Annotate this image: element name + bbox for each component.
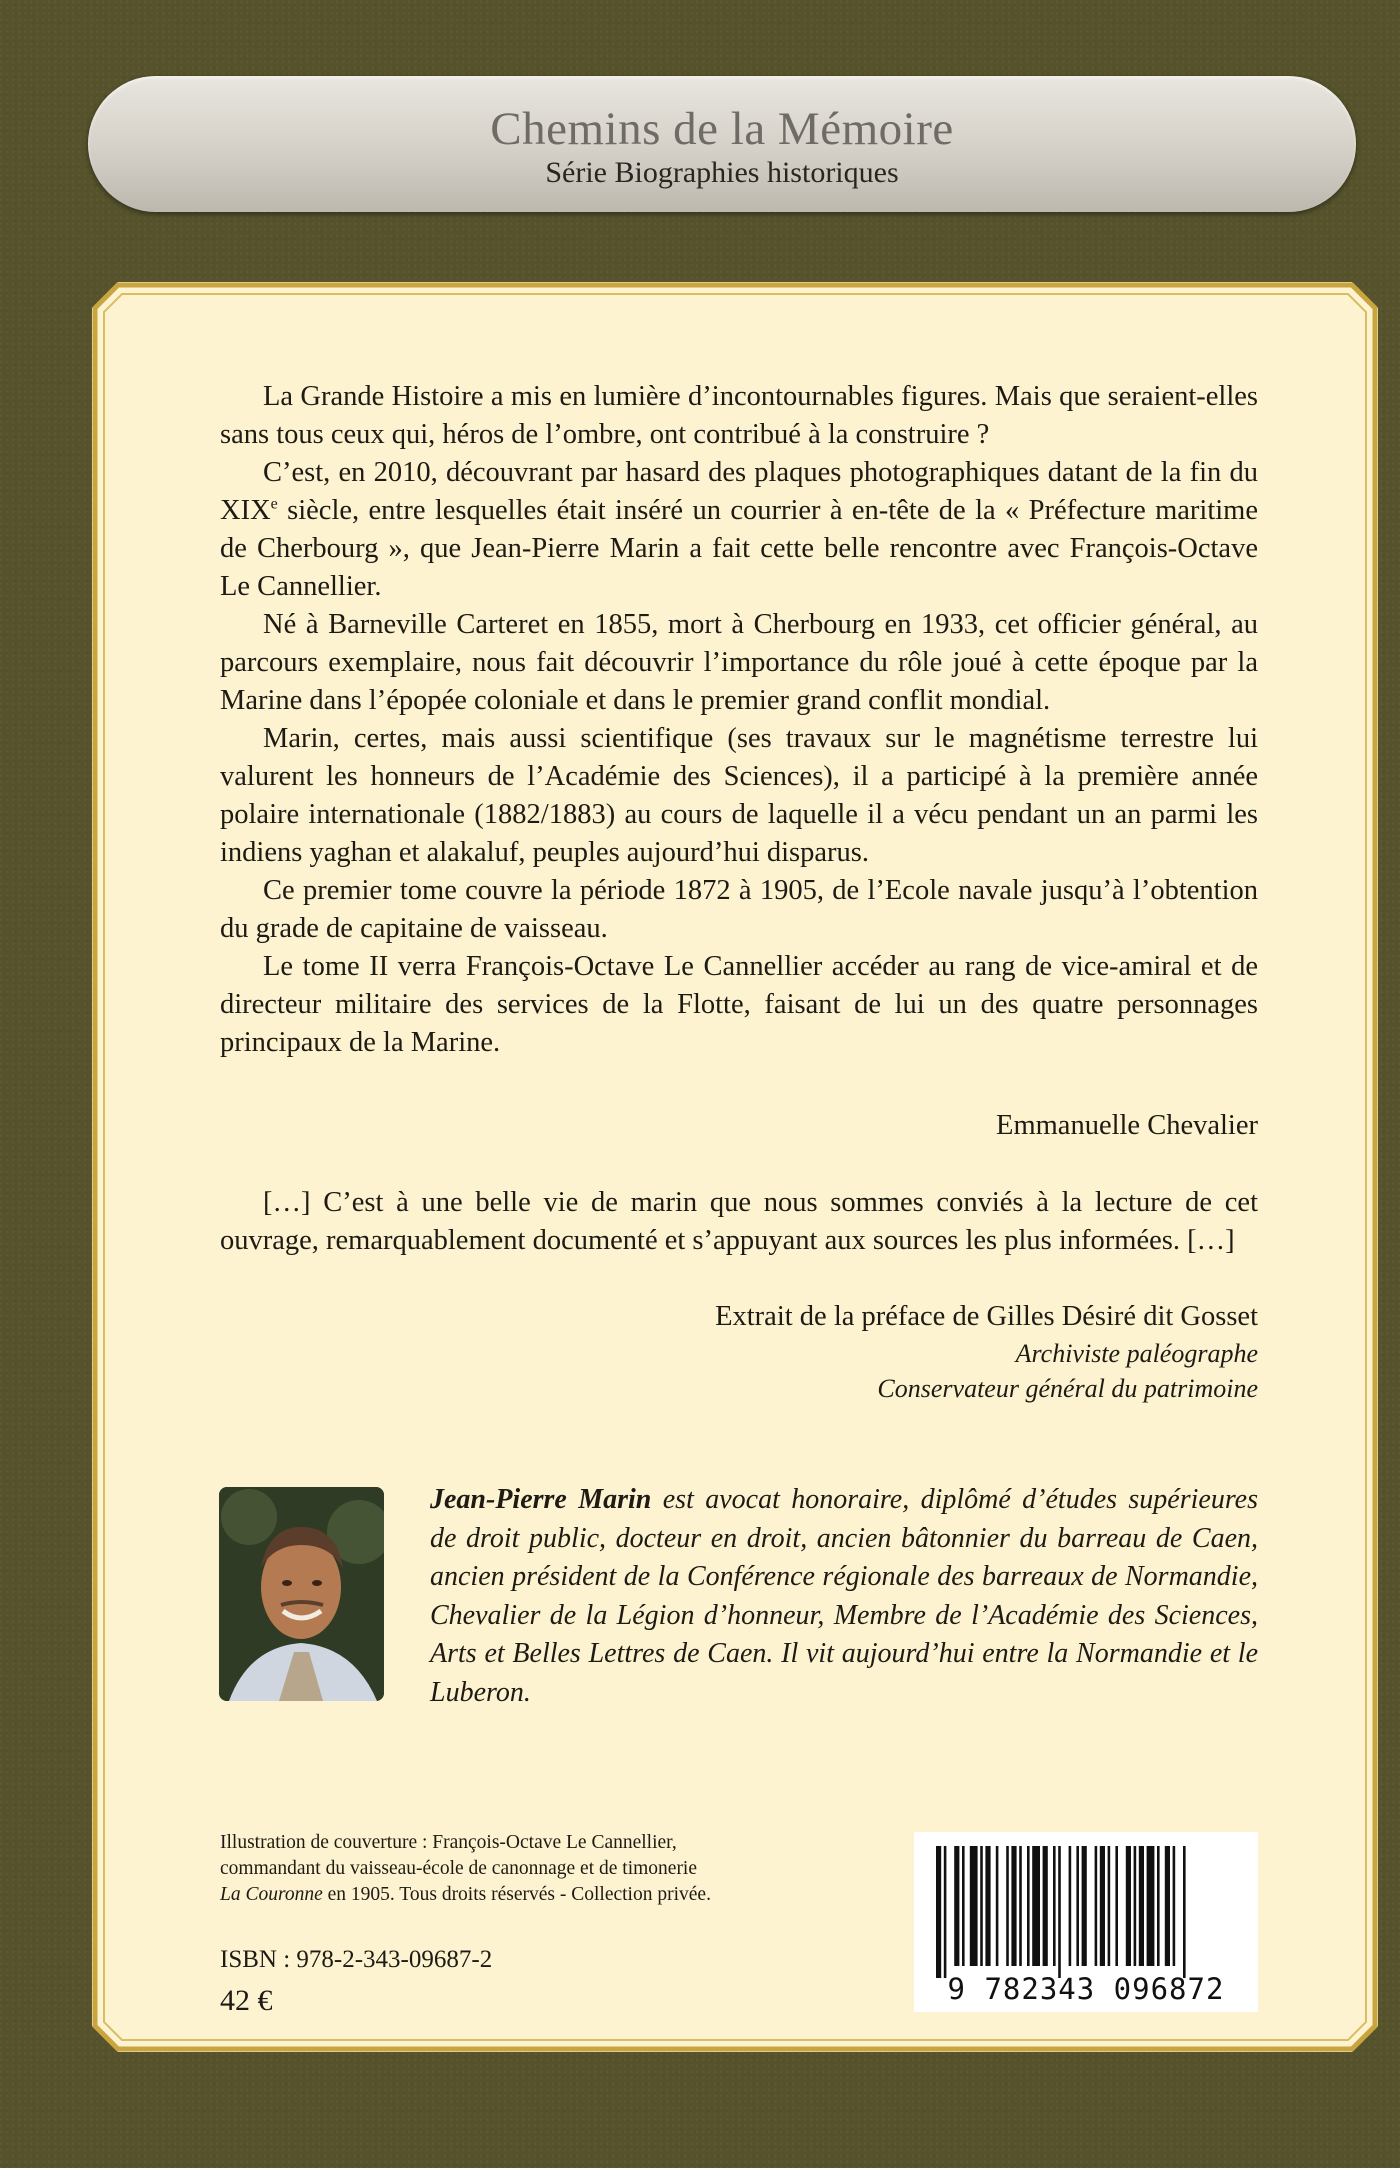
- series-banner: [88, 76, 1356, 212]
- barcode-bar: [954, 1846, 959, 1966]
- summary-paragraph: Né à Barneville Carteret en 1855, mort à Cherbourg en 1933, cet officier général, au parcours exemplaire, nous fait découvrir l’importance du rôle joué à cette époque par la Marine dans l’épopée coloniale et dans le premier grand conflit mondial.: [220, 609, 1258, 716]
- preface-quote: […] C’est à une belle vie de marin que nous sommes conviés à la lecture de cet ouvrage, remarquablement documenté et s’appuyant aux sources les plus informées. […]: [220, 1187, 1258, 1256]
- barcode-bar: [1069, 1846, 1072, 1966]
- preface-attribution: Extrait de la préface de Gilles Désiré dit Gosset: [715, 1301, 1258, 1332]
- barcode-bar: [1011, 1846, 1016, 1966]
- barcode-bar: [1139, 1846, 1144, 1966]
- barcode-bar: [1032, 1846, 1040, 1966]
- barcode-bar: [996, 1846, 999, 1966]
- author-bio-text: est avocat honoraire, diplômé d’études supérieures de droit public, docteur en droit, ancien bâtonnier du barreau de Caen, ancien président de la Conférence régionale des barreaux de Normandie, Chevalier de la Légion d’honneur, Membre de l’Académie des Sciences, Arts et Belles Lettres de Caen. Il vit aujourd’hui entre la Normandie et le Luberon.: [430, 1484, 1258, 1708]
- barcode-bar: [1157, 1846, 1160, 1966]
- barcode-bar: [985, 1846, 990, 1966]
- summary-signature: Emmanuelle Chevalier: [996, 1110, 1258, 1141]
- author-bio: [430, 1481, 1258, 1712]
- summary-paragraph: Le tome II verra François-Octave Le Cannellier accéder au rang de vice-amiral et de directeur militaire des services de la Flotte, faisant de lui un des quatre personnages principaux de la Marine.: [220, 951, 1258, 1058]
- barcode-bar: [1053, 1846, 1056, 1966]
- price: 42 €: [220, 1984, 273, 2017]
- preface-author-title-1: Archiviste paléographe: [1015, 1339, 1258, 1368]
- barcode-bar: [1134, 1846, 1137, 1966]
- barcode-bar: [1076, 1846, 1079, 1966]
- barcode-bar: [1019, 1846, 1022, 1966]
- series-title: Chemins de la Mémoire: [490, 103, 954, 155]
- cover-illustration-credit: Illustration de couverture : François-Octave Le Cannellier, commandant du vaisseau-école de canonnage et de timonerie La Couronne en 1905. Tous droits réservés - Collection privée.: [220, 1832, 711, 1905]
- preface-excerpt: [220, 1184, 1258, 1260]
- barcode-bar: [1100, 1846, 1105, 1966]
- barcode-bar: [1126, 1846, 1131, 1966]
- barcode-bar: [1027, 1846, 1030, 1966]
- summary-paragraph: La Grande Histoire a mis en lumière d’incontournables figures. Mais que seraient-elles sans tous ceux qui, héros de l’ombre, ont contribué à la construire ?: [220, 381, 1258, 450]
- barcode-bar: [1147, 1846, 1155, 1966]
- barcode-bar: [936, 1846, 941, 1978]
- barcode-bar: [1115, 1846, 1118, 1966]
- barcode-digits: 9 782343 096872: [947, 1972, 1225, 2006]
- summary-paragraph: C’est, en 2010, découvrant par hasard des plaques photographiques datant de la fin du XIXe siècle, entre lesquelles était inséré un courrier à en-tête de la « Préfecture maritime de Cherbourg », que Jean-Pierre Marin a fait cette belle rencontre avec François-Octave Le Cannellier.: [220, 457, 1258, 602]
- summary-text: [220, 378, 1258, 1062]
- barcode-bar: [962, 1846, 965, 1966]
- summary-paragraph: Marin, certes, mais aussi scientifique (ses travaux sur le magnétisme terrestre lui valurent les honneurs de l’Académie des Sciences), il a participé à la première année polaire internationale (1882/1883) au cours de laquelle il a vécu pendant un an parmi les indiens yaghan et alakaluf, peuples aujourd’hui disparus.: [220, 723, 1258, 868]
- author-name: Jean-Pierre Marin: [430, 1484, 652, 1515]
- series-subtitle: Série Biographies historiques: [545, 156, 899, 189]
- barcode-bar: [1173, 1846, 1176, 1966]
- barcode-bar: [1165, 1846, 1170, 1966]
- barcode-bar: [1058, 1846, 1061, 1978]
- barcode-bar: [944, 1846, 947, 1978]
- barcode-bar: [1043, 1846, 1048, 1966]
- barcode-bar: [970, 1846, 978, 1966]
- barcode-bar: [1108, 1846, 1111, 1966]
- barcode: [914, 1832, 1258, 2012]
- barcode-bar: [1095, 1846, 1098, 1966]
- author-photo: [219, 1487, 384, 1701]
- barcode-bar: [1006, 1846, 1009, 1966]
- barcode-bar: [1183, 1846, 1186, 1978]
- barcode-bar: [1082, 1846, 1087, 1966]
- summary-paragraph: Ce premier tome couvre la période 1872 à 1905, de l’Ecole navale jusqu’à l’obtention du grade de capitaine de vaisseau.: [220, 875, 1258, 944]
- isbn: ISBN : 978-2-343-09687-2: [220, 1946, 493, 1973]
- barcode-bar: [980, 1846, 983, 1966]
- preface-author-title-2: Conservateur général du patrimoine: [877, 1374, 1258, 1403]
